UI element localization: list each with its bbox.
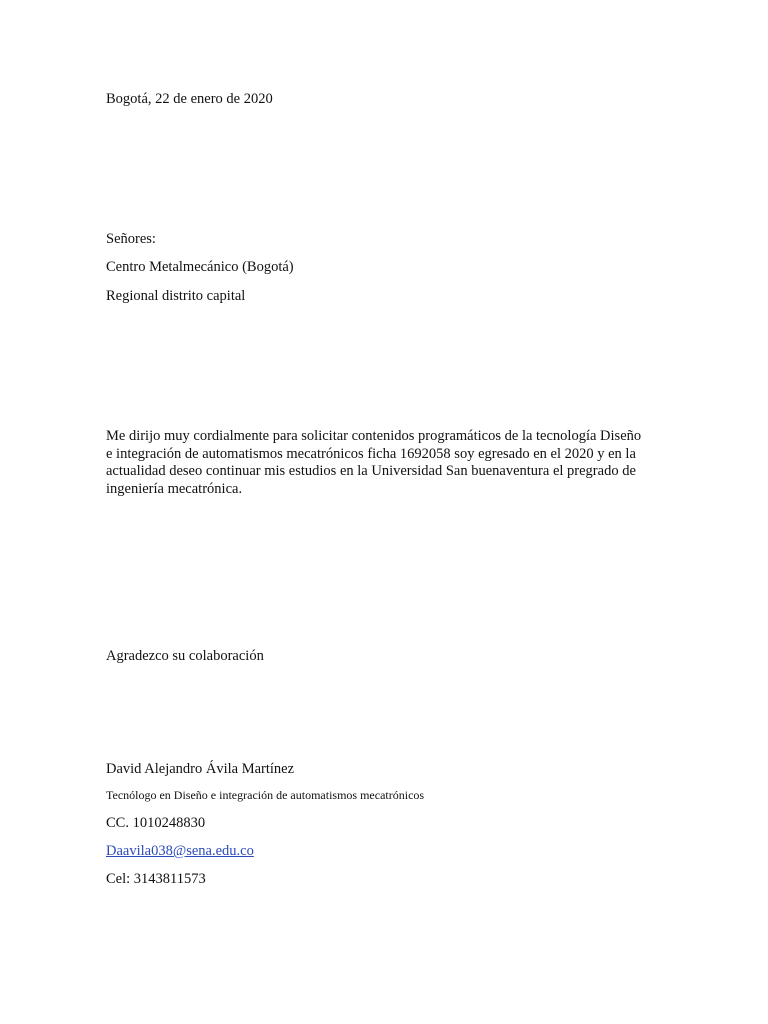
signature-id-number: CC. 1010248830 — [106, 815, 206, 831]
signature-email-link[interactable]: Daavila038@sena.edu.co — [106, 843, 254, 859]
signature-phone: Cel: 3143811573 — [106, 871, 206, 887]
letter-body: Me dirijo muy cordialmente para solicitar contenidos programáticos de la tecnología Diseño e integración de automatismos mecatrónicos ficha 1692058 soy egresado en el 2020 y en la actualidad deseo continuar mis estudios en la Universidad San buenaventura el pregrado de ingeniería mecatrónica. — [106, 428, 642, 497]
recipient-region: Regional distrito capital — [106, 288, 246, 304]
closing-line: Agradezco su colaboración — [106, 648, 264, 664]
recipient-salutation: Señores: — [106, 231, 156, 247]
signature-name: David Alejandro Ávila Martínez — [106, 761, 295, 777]
signature-title: Tecnólogo en Diseño e integración de automatismos mecatrónicos — [106, 788, 425, 802]
recipient-organization: Centro Metalmecánico (Bogotá) — [106, 259, 294, 275]
date-line: Bogotá, 22 de enero de 2020 — [106, 91, 273, 107]
